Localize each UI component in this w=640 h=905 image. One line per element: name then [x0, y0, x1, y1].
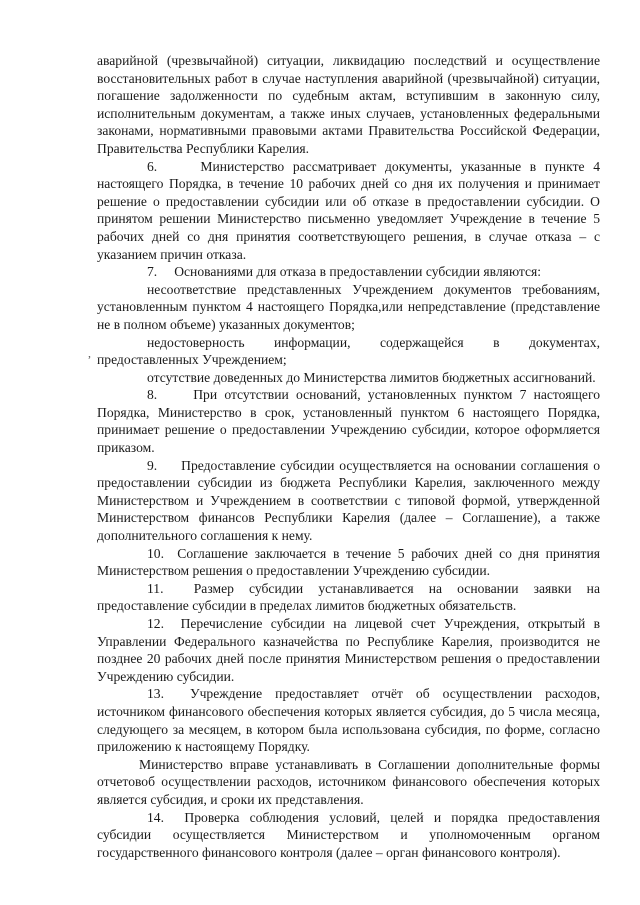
paragraph-11: 11. Размер субсидии устанавливается на основании заявки на предоставление субсидии в пределах лимитов бюджетных обязательств.	[97, 580, 600, 614]
paragraph-7-item-1: несоответствие представленных Учреждением документов требованиям, установленным пунктом 4 настоящего Порядка,или непредставление (представление не в полном объеме) указанных документов;	[97, 281, 600, 332]
paragraph-12: 12. Перечисление субсидии на лицевой счет Учреждения, открытый в Управлении Федерального казначейства по Республике Карелия, производится не позднее 20 рабочих дней после принятия Министерством решения о предоставлении Учреждению субсидии.	[97, 616, 600, 684]
paragraph-continuation: аварийной (чрезвычайной) ситуации, ликвидацию последствий и осуществление восстановительных работ в случае наступления аварийной (чрезвычайной) ситуации, погашение задолженности по судебным актам, вступившим в законную силу, исполнительным документам, а также иных случаев, установленных федеральными законами, нормативными правовыми актами Правительства Российской Федерации, Правительства Республики Карелия.	[97, 53, 600, 156]
paragraph-9: 9. Предоставление субсидии осуществляется на основании соглашения о предоставлении субсидии из бюджета Республики Карелия, заключенного между Министерством и Учреждением в соответствии с типовой формой, утвержденной Министерством финансов Республики Карелия (далее – Соглашение), а также дополнительного соглашения к нему.	[97, 457, 600, 544]
paragraph-6: 6. Министерство рассматривает документы, указанные в пункте 4 настоящего Порядка, в течение 10 рабочих дней со дня их получения и принимает решение о предоставлении субсидии или об отказе в предоставлении субсидии. О принятом решении Министерство письменно уведомляет Учреждение в течение 5 рабочих дней со дня принятия соответствующего решения, в случае отказа – с указанием причин отказа.	[97, 158, 600, 262]
paragraph-8: 8. При отсутствии оснований, установленных пунктом 7 настоящего Порядка, Министерство в срок, установленный пунктом 6 настоящего Порядка, принимает решение о предоставлении Учреждению субсидии, которое оформляется приказом.	[97, 387, 600, 456]
paragraph-10: 10. Соглашение заключается в течение 5 рабочих дней со дня принятия Министерством решения о предоставлении Учреждению субсидии.	[97, 545, 600, 579]
margin-mark: ,	[88, 346, 91, 360]
paragraph-13: 13. Учреждение предоставляет отчёт об осуществлении расходов, источником финансового обеспечения которых является субсидия, до 5 числа месяца, следующего за месяцем, в котором была использована субсидия, по форме, согласно приложению к настоящему Порядку.	[97, 686, 600, 755]
paragraph-7: 7. Основаниями для отказа в предоставлении субсидии являются:	[147, 264, 542, 280]
paragraph-7-item-2: недостоверность информации, содержащейся в документах, предоставленных Учреждением;	[97, 334, 600, 368]
paragraph-7-item-3: отсутствие доведенных до Министерства лимитов бюджетных ассигнований.	[147, 369, 596, 385]
paragraph-14: 14. Проверка соблюдения условий, целей и порядка предоставления субсидии осуществляется Министерством и уполномоченным органом государственного финансового контроля (далее – орган финансового контроля).	[97, 809, 600, 860]
paragraph-13-addendum: Министерство вправе устанавливать в Соглашении дополнительные формы отчетовоб осуществлении расходов, источником финансового обеспечения которых является субсидия, и сроки их представления.	[97, 756, 600, 807]
